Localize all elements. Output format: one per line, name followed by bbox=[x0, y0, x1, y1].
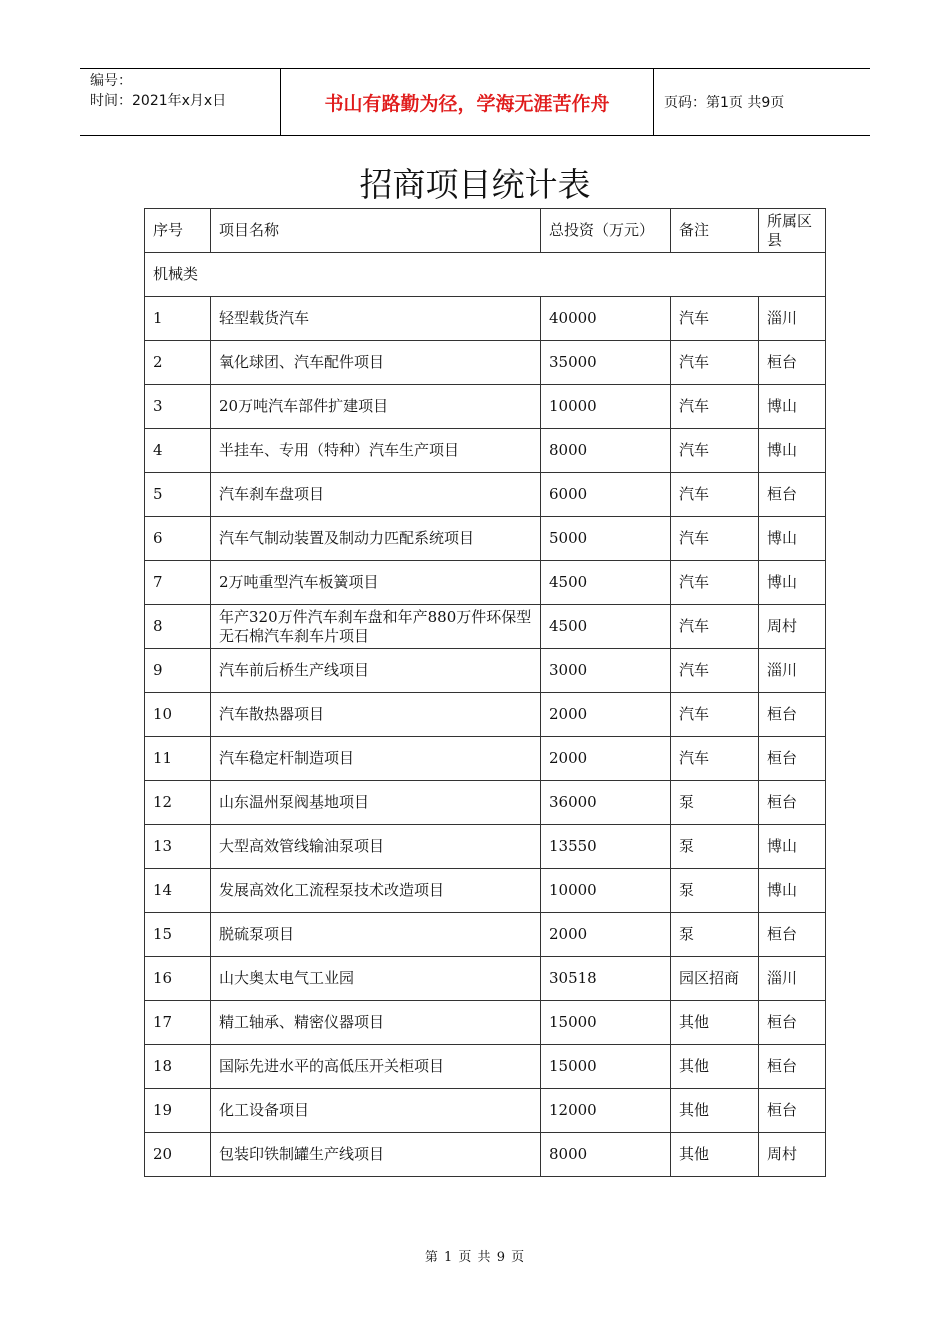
table-row bbox=[145, 693, 826, 737]
header-cell-name: 项目名称 bbox=[211, 209, 541, 253]
cell-no: 10 bbox=[145, 693, 211, 737]
cell-investment: 30518 bbox=[541, 957, 671, 1001]
page-header bbox=[80, 68, 870, 136]
category-cell: 机械类 bbox=[145, 253, 826, 297]
cell-investment: 35000 bbox=[541, 341, 671, 385]
header-cell-no: 序号 bbox=[145, 209, 211, 253]
cell-name: 轻型载货汽车 bbox=[211, 297, 541, 341]
cell-district: 桓台 bbox=[759, 737, 826, 781]
cell-investment: 15000 bbox=[541, 1001, 671, 1045]
table-row bbox=[145, 605, 826, 649]
cell-district: 桓台 bbox=[759, 1045, 826, 1089]
table-row bbox=[145, 869, 826, 913]
cell-no: 8 bbox=[145, 605, 211, 649]
table-row bbox=[145, 649, 826, 693]
cell-note: 泵 bbox=[671, 913, 759, 957]
cell-investment: 6000 bbox=[541, 473, 671, 517]
cell-name: 2万吨重型汽车板簧项目 bbox=[211, 561, 541, 605]
cell-district: 博山 bbox=[759, 825, 826, 869]
table-row bbox=[145, 517, 826, 561]
cell-name: 汽车刹车盘项目 bbox=[211, 473, 541, 517]
cell-investment: 10000 bbox=[541, 869, 671, 913]
cell-name: 汽车气制动装置及制动力匹配系统项目 bbox=[211, 517, 541, 561]
header-cell-investment: 总投资（万元） bbox=[541, 209, 671, 253]
cell-name: 精工轴承、精密仪器项目 bbox=[211, 1001, 541, 1045]
cell-no: 12 bbox=[145, 781, 211, 825]
cell-no: 7 bbox=[145, 561, 211, 605]
cell-investment: 36000 bbox=[541, 781, 671, 825]
cell-note: 汽车 bbox=[671, 737, 759, 781]
cell-name: 汽车散热器项目 bbox=[211, 693, 541, 737]
cell-district: 周村 bbox=[759, 1133, 826, 1177]
cell-no: 11 bbox=[145, 737, 211, 781]
time-label: 时间：2021年x月x日 bbox=[90, 93, 227, 109]
cell-name: 山东温州泵阀基地项目 bbox=[211, 781, 541, 825]
cell-investment: 40000 bbox=[541, 297, 671, 341]
cell-note: 汽车 bbox=[671, 561, 759, 605]
cell-no: 9 bbox=[145, 649, 211, 693]
cell-note: 汽车 bbox=[671, 385, 759, 429]
cell-district: 博山 bbox=[759, 429, 826, 473]
cell-no: 13 bbox=[145, 825, 211, 869]
table-row bbox=[145, 825, 826, 869]
cell-note: 汽车 bbox=[671, 341, 759, 385]
cell-note: 其他 bbox=[671, 1133, 759, 1177]
cell-name: 年产320万件汽车刹车盘和年产880万件环保型无石棉汽车刹车片项目 bbox=[211, 605, 541, 649]
table-row bbox=[145, 737, 826, 781]
cell-district: 桓台 bbox=[759, 473, 826, 517]
cell-district: 淄川 bbox=[759, 649, 826, 693]
table-row bbox=[145, 385, 826, 429]
category-row bbox=[145, 253, 826, 297]
table-row bbox=[145, 1133, 826, 1177]
cell-note: 汽车 bbox=[671, 605, 759, 649]
cell-note: 园区招商 bbox=[671, 957, 759, 1001]
cell-district: 博山 bbox=[759, 385, 826, 429]
header-meta bbox=[80, 69, 281, 135]
cell-investment: 8000 bbox=[541, 1133, 671, 1177]
cell-note: 泵 bbox=[671, 825, 759, 869]
cell-name: 发展高效化工流程泵技术改造项目 bbox=[211, 869, 541, 913]
cell-note: 汽车 bbox=[671, 429, 759, 473]
project-table bbox=[144, 208, 826, 1177]
cell-no: 16 bbox=[145, 957, 211, 1001]
cell-name: 山大奥太电气工业园 bbox=[211, 957, 541, 1001]
cell-name: 半挂车、专用（特种）汽车生产项目 bbox=[211, 429, 541, 473]
cell-note: 汽车 bbox=[671, 649, 759, 693]
cell-note: 汽车 bbox=[671, 297, 759, 341]
cell-name: 氧化球团、汽车配件项目 bbox=[211, 341, 541, 385]
cell-district: 周村 bbox=[759, 605, 826, 649]
cell-no: 20 bbox=[145, 1133, 211, 1177]
cell-district: 桓台 bbox=[759, 913, 826, 957]
cell-district: 博山 bbox=[759, 561, 826, 605]
table-row bbox=[145, 561, 826, 605]
cell-name: 国际先进水平的高低压开关柜项目 bbox=[211, 1045, 541, 1089]
cell-name: 脱硫泵项目 bbox=[211, 913, 541, 957]
header-cell-district: 所属区县 bbox=[759, 209, 826, 253]
cell-district: 淄川 bbox=[759, 297, 826, 341]
cell-investment: 2000 bbox=[541, 693, 671, 737]
cell-no: 18 bbox=[145, 1045, 211, 1089]
cell-note: 其他 bbox=[671, 1001, 759, 1045]
table-row bbox=[145, 473, 826, 517]
table-row bbox=[145, 781, 826, 825]
cell-name: 20万吨汽车部件扩建项目 bbox=[211, 385, 541, 429]
cell-investment: 3000 bbox=[541, 649, 671, 693]
table-row bbox=[145, 1001, 826, 1045]
cell-investment: 13550 bbox=[541, 825, 671, 869]
cell-no: 1 bbox=[145, 297, 211, 341]
cell-name: 大型高效管线输油泵项目 bbox=[211, 825, 541, 869]
cell-no: 3 bbox=[145, 385, 211, 429]
cell-no: 14 bbox=[145, 869, 211, 913]
cell-note: 其他 bbox=[671, 1089, 759, 1133]
cell-no: 15 bbox=[145, 913, 211, 957]
cell-district: 桓台 bbox=[759, 693, 826, 737]
header-motto: 书山有路勤为径，学海无涯苦作舟 bbox=[281, 69, 654, 135]
cell-district: 博山 bbox=[759, 869, 826, 913]
table-row bbox=[145, 429, 826, 473]
cell-district: 淄川 bbox=[759, 957, 826, 1001]
cell-investment: 2000 bbox=[541, 737, 671, 781]
cell-investment: 5000 bbox=[541, 517, 671, 561]
cell-no: 4 bbox=[145, 429, 211, 473]
table-row bbox=[145, 1045, 826, 1089]
cell-note: 汽车 bbox=[671, 693, 759, 737]
cell-no: 5 bbox=[145, 473, 211, 517]
cell-district: 桓台 bbox=[759, 781, 826, 825]
table-row bbox=[145, 1089, 826, 1133]
cell-investment: 15000 bbox=[541, 1045, 671, 1089]
cell-investment: 8000 bbox=[541, 429, 671, 473]
cell-investment: 4500 bbox=[541, 605, 671, 649]
page-footer: 第 1 页 共 9 页 bbox=[424, 1250, 526, 1265]
cell-note: 泵 bbox=[671, 781, 759, 825]
cell-district: 桓台 bbox=[759, 1089, 826, 1133]
table-row bbox=[145, 957, 826, 1001]
project-table-body bbox=[145, 209, 826, 1177]
cell-note: 汽车 bbox=[671, 517, 759, 561]
cell-name: 汽车稳定杆制造项目 bbox=[211, 737, 541, 781]
cell-no: 6 bbox=[145, 517, 211, 561]
cell-investment: 10000 bbox=[541, 385, 671, 429]
header-page-info: 页码：第1页 共9页 bbox=[664, 95, 785, 111]
cell-note: 泵 bbox=[671, 869, 759, 913]
cell-note: 汽车 bbox=[671, 473, 759, 517]
cell-investment: 12000 bbox=[541, 1089, 671, 1133]
cell-name: 汽车前后桥生产线项目 bbox=[211, 649, 541, 693]
table-row bbox=[145, 341, 826, 385]
page-title: 招商项目统计表 bbox=[359, 165, 591, 204]
cell-investment: 4500 bbox=[541, 561, 671, 605]
cell-district: 博山 bbox=[759, 517, 826, 561]
cell-investment: 2000 bbox=[541, 913, 671, 957]
cell-district: 桓台 bbox=[759, 1001, 826, 1045]
cell-no: 19 bbox=[145, 1089, 211, 1133]
table-row bbox=[145, 913, 826, 957]
table-row bbox=[145, 297, 826, 341]
header-cell-note: 备注 bbox=[671, 209, 759, 253]
cell-no: 2 bbox=[145, 341, 211, 385]
cell-name: 包装印铁制罐生产线项目 bbox=[211, 1133, 541, 1177]
cell-name: 化工设备项目 bbox=[211, 1089, 541, 1133]
table-header-row bbox=[145, 209, 826, 253]
number-label: 编号： bbox=[90, 73, 132, 89]
cell-district: 桓台 bbox=[759, 341, 826, 385]
cell-no: 17 bbox=[145, 1001, 211, 1045]
cell-note: 其他 bbox=[671, 1045, 759, 1089]
